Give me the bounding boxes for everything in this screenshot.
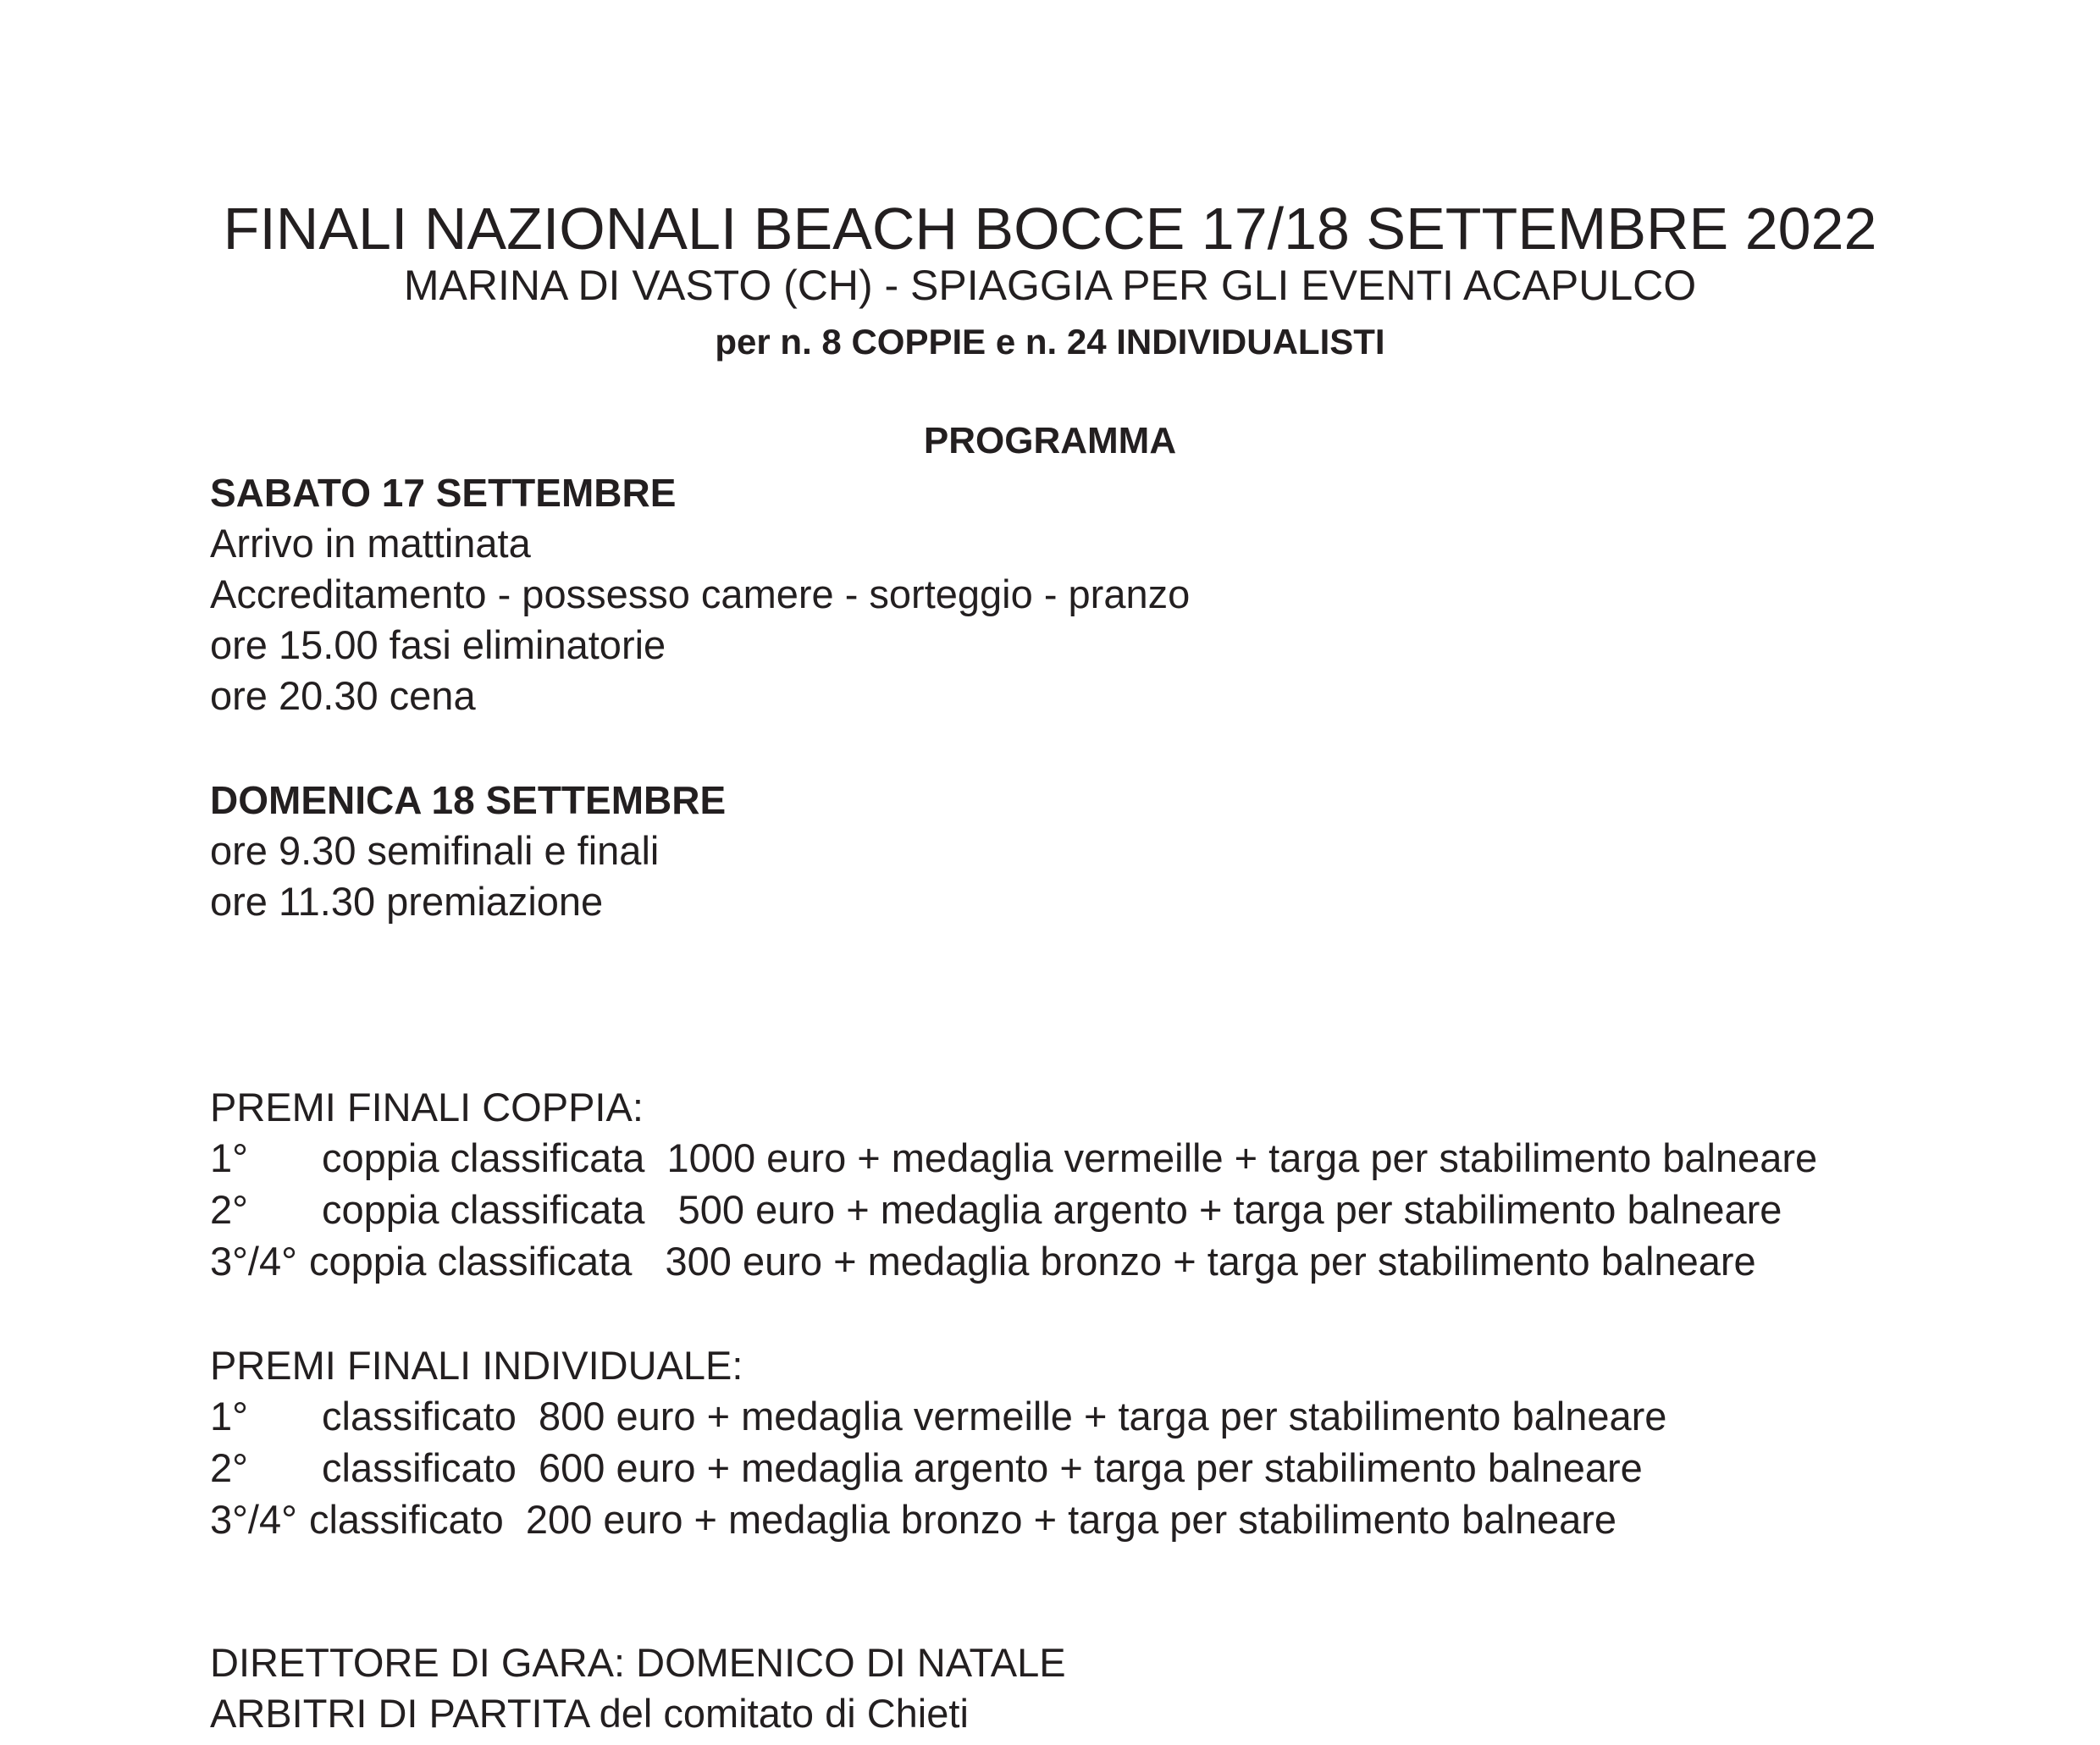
prize-row — [210, 1494, 2031, 1546]
referees: ARBITRI DI PARTITA del comitato di Chieti — [210, 1691, 969, 1736]
prize-rank: 2° — [210, 1445, 248, 1490]
participants-info: per n. 8 COPPIE e n. 24 INDIVIDUALISTI — [715, 322, 1385, 362]
prize-rank: 1° — [210, 1135, 248, 1180]
prize-rank: 1° — [210, 1394, 248, 1439]
staff-section — [210, 1637, 2031, 1739]
prize-text: coppia classificata 300 euro + medaglia bronzo + targa per stabilimento balneare — [308, 1239, 1756, 1284]
pairs-prizes-heading: PREMI FINALI COPPIA: — [210, 1085, 644, 1129]
schedule-item: Accreditamento - possesso camere - sorteggio - pranzo — [210, 572, 1191, 616]
saturday-section — [210, 467, 2031, 721]
prize-rank: 3°/4° — [210, 1497, 297, 1542]
schedule-item: Arrivo in mattinata — [210, 521, 531, 566]
prize-row — [210, 1236, 2031, 1288]
prize-row — [210, 1185, 2031, 1236]
prize-row — [210, 1391, 2031, 1443]
prize-text: classificato 600 euro + medaglia argento + targa per stabilimento balneare — [322, 1445, 1643, 1490]
prize-text: classificato 200 euro + medaglia bronzo + targa per stabilimento balneare — [308, 1497, 1617, 1542]
prize-rank: 3°/4° — [210, 1239, 297, 1284]
prize-rank: 2° — [210, 1187, 248, 1232]
document-title: FINALI NAZIONALI BEACH BOCCE 17/18 SETTEMBRE 2022 — [223, 196, 1877, 262]
prize-text: classificato 800 euro + medaglia vermeille + targa per stabilimento balneare — [322, 1394, 1667, 1439]
pairs-prizes-section — [210, 1082, 2031, 1288]
program-title: PROGRAMMA — [923, 420, 1177, 461]
individual-prizes-section — [210, 1340, 2031, 1546]
prize-row — [210, 1443, 2031, 1494]
prize-row — [210, 1133, 2031, 1185]
prize-text: coppia classificata 1000 euro + medaglia vermeille + targa per stabilimento balneare — [322, 1135, 1818, 1180]
schedule-item: ore 9.30 semifinali e finali — [210, 828, 660, 873]
saturday-heading: SABATO 17 SETTEMBRE — [210, 471, 677, 515]
schedule-item: ore 15.00 fasi eliminatorie — [210, 622, 666, 667]
sunday-heading: DOMENICA 18 SETTEMBRE — [210, 778, 727, 822]
schedule-item: ore 20.30 cena — [210, 673, 476, 718]
prize-text: coppia classificata 500 euro + medaglia argento + targa per stabilimento balneare — [322, 1187, 1782, 1232]
event-location: MARINA DI VASTO (CH) - SPIAGGIA PER GLI EVENTI ACAPULCO — [403, 262, 1697, 309]
sunday-section — [210, 775, 2031, 927]
schedule-item: ore 11.30 premiazione — [210, 879, 604, 924]
race-director: DIRETTORE DI GARA: DOMENICO DI NATALE — [210, 1640, 1066, 1685]
individual-prizes-heading: PREMI FINALI INDIVIDUALE: — [210, 1343, 743, 1388]
